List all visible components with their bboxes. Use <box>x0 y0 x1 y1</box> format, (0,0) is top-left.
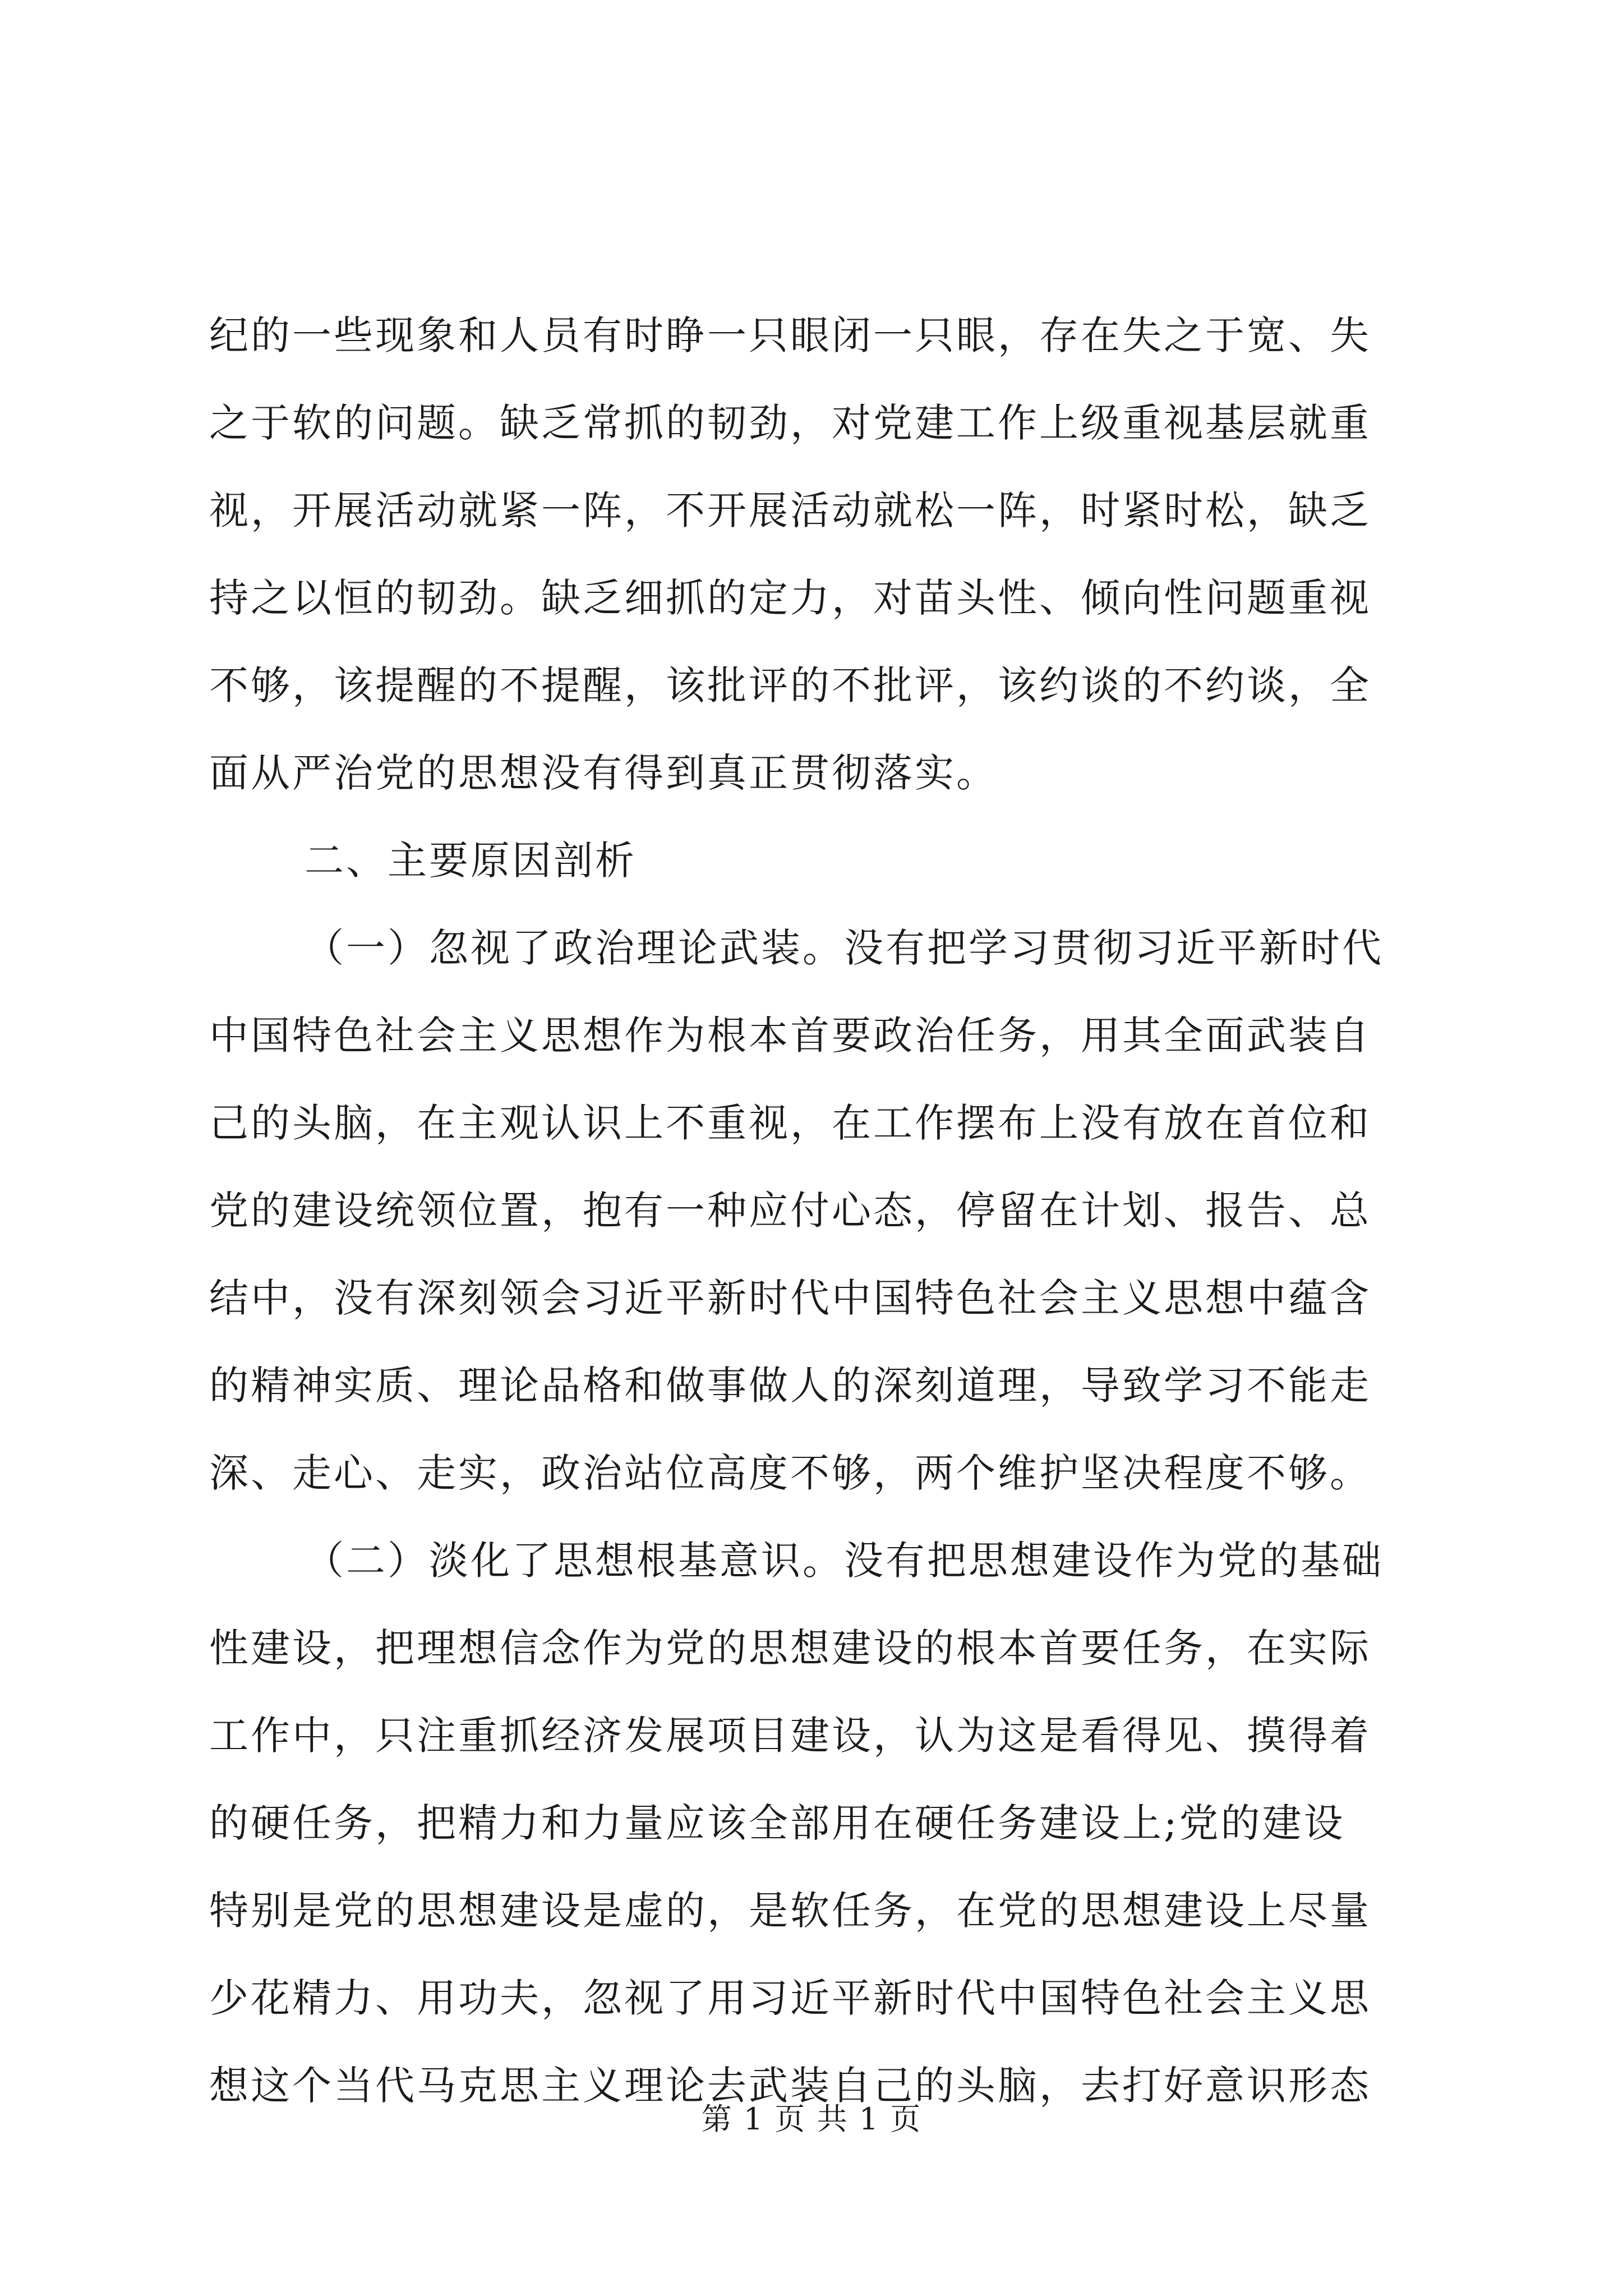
text-line: 面从严治党的思想没有得到真正贯彻落实。 <box>209 750 998 796</box>
text-line: 少花精力、用功夫，忽视了用习近平新时代中国特色社会主义思 <box>209 1975 1371 2021</box>
page-footer <box>0 2097 1623 2142</box>
text-line: 持之以恒的韧劲。缺乏细抓的定力，对苗头性、倾向性问题重视 <box>209 575 1371 621</box>
text-line: 工作中，只注重抓经济发展项目建设，认为这是看得见、摸得着 <box>209 1713 1371 1759</box>
document-body <box>209 292 1432 2129</box>
text-line: 的精神实质、理论品格和做事做人的深刻道理，导致学习不能走 <box>209 1363 1371 1409</box>
text-line: 己的头脑，在主观认识上不重视，在工作摆布上没有放在首位和 <box>209 1100 1371 1146</box>
paragraph-start: （二）淡化了思想根基意识。没有把思想建设作为党的基础 <box>305 1538 1384 1584</box>
text-line: 视，开展活动就紧一阵，不开展活动就松一阵，时紧时松，缺乏 <box>209 487 1371 533</box>
text-line: 纪的一些现象和人员有时睁一只眼闭一只眼，存在失之于宽、失 <box>209 312 1371 358</box>
text-line: 中国特色社会主义思想作为根本首要政治任务，用其全面武装自 <box>209 1013 1371 1059</box>
text-line: 不够，该提醒的不提醒，该批评的不批评，该约谈的不约谈，全 <box>209 662 1371 708</box>
text-line: 之于软的问题。缺乏常抓的韧劲，对党建工作上级重视基层就重 <box>209 400 1371 446</box>
text-line: 性建设，把理想信念作为党的思想建设的根本首要任务，在实际 <box>209 1625 1371 1671</box>
section-heading: 二、主要原因剖析 <box>305 838 637 884</box>
text-line: 结中，没有深刻领会习近平新时代中国特色社会主义思想中蕴含 <box>209 1275 1371 1321</box>
paragraph-start: （一）忽视了政治理论武装。没有把学习贯彻习近平新时代 <box>305 925 1384 971</box>
text-line: 深、走心、走实，政治站位高度不够，两个维护坚决程度不够。 <box>209 1450 1371 1496</box>
text-line: 特别是党的思想建设是虚的，是软任务，在党的思想建设上尽量 <box>209 1888 1371 1934</box>
text-line: 的硬任务，把精力和力量应该全部用在硬任务建设上;党的建设 <box>209 1800 1345 1846</box>
text-line: 想这个当代马克思主义理论去武装自己的头脑，去打好意识形态 <box>209 2063 1371 2109</box>
page-number-label: 第 1 页 共 1 页 <box>701 2101 922 2137</box>
text-line: 党的建设统领位置，抱有一种应付心态，停留在计划、报告、总 <box>209 1188 1371 1234</box>
